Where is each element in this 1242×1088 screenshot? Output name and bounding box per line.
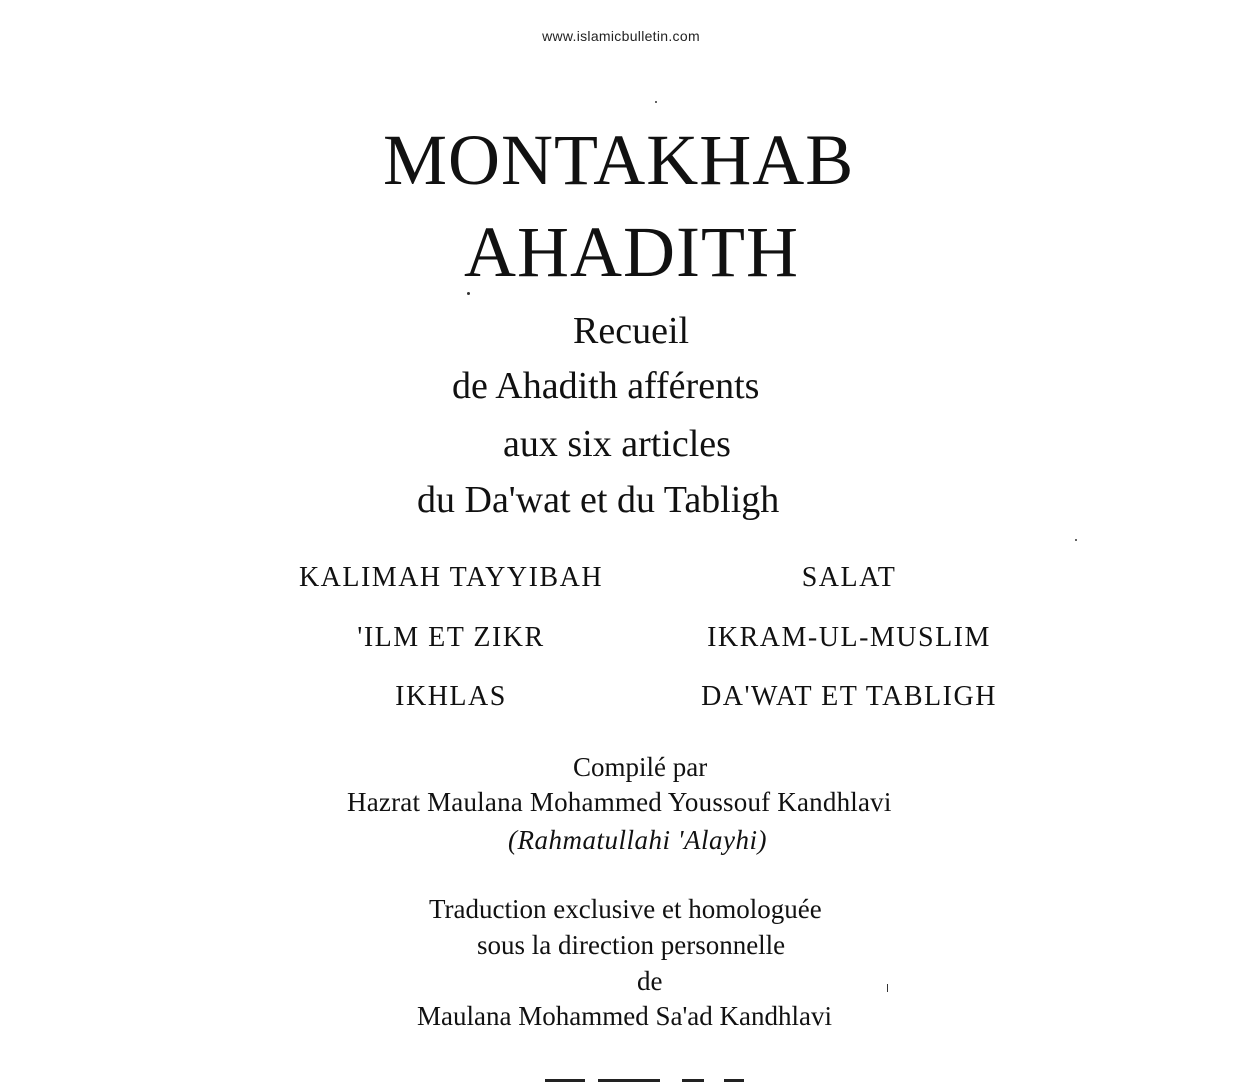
scan-edge-mark	[598, 1079, 660, 1082]
website-url: www.islamicbulletin.com	[542, 28, 700, 44]
compiler-name: Hazrat Maulana Mohammed Youssouf Kandhlavi	[347, 787, 892, 817]
scan-speck	[655, 101, 657, 103]
scan-edge-mark	[724, 1079, 744, 1082]
compiled-by-label: Compilé par	[573, 752, 708, 782]
topic-kalimah-tayyibah: KALIMAH TAYYIBAH	[298, 562, 604, 593]
scan-speck	[1075, 539, 1077, 541]
scan-speck	[887, 984, 888, 992]
topic-ikhlas: IKHLAS	[395, 681, 507, 712]
subtitle-line-4: du Da'wat et du Tabligh	[417, 479, 780, 521]
scan-edge-mark	[545, 1079, 585, 1082]
topic-dawat-et-tabligh: DA'WAT ET TABLIGH	[701, 681, 997, 712]
compiler-honorific: (Rahmatullahi 'Alayhi)	[508, 825, 767, 855]
translation-line-2: sous la direction personnelle	[477, 930, 786, 960]
translation-line-1: Traduction exclusive et homologuée	[429, 894, 822, 924]
title-line-1: MONTAKHAB	[383, 120, 855, 200]
translation-line-3: de	[637, 966, 663, 996]
subtitle-line-3: aux six articles	[503, 423, 731, 465]
subtitle-line-2: de Ahadith afférents	[452, 365, 760, 407]
topic-salat: SALAT	[801, 562, 897, 593]
translation-line-4: Maulana Mohammed Sa'ad Kandhlavi	[417, 1001, 833, 1031]
scan-speck	[467, 292, 470, 295]
scan-edge-mark	[682, 1079, 704, 1082]
topic-ilm-et-zikr: 'ILM ET ZIKR	[357, 622, 545, 653]
subtitle-line-1: Recueil	[573, 310, 690, 352]
title-line-2: AHADITH	[464, 212, 799, 292]
topic-ikram-ul-muslim: IKRAM-UL-MUSLIM	[707, 622, 991, 653]
